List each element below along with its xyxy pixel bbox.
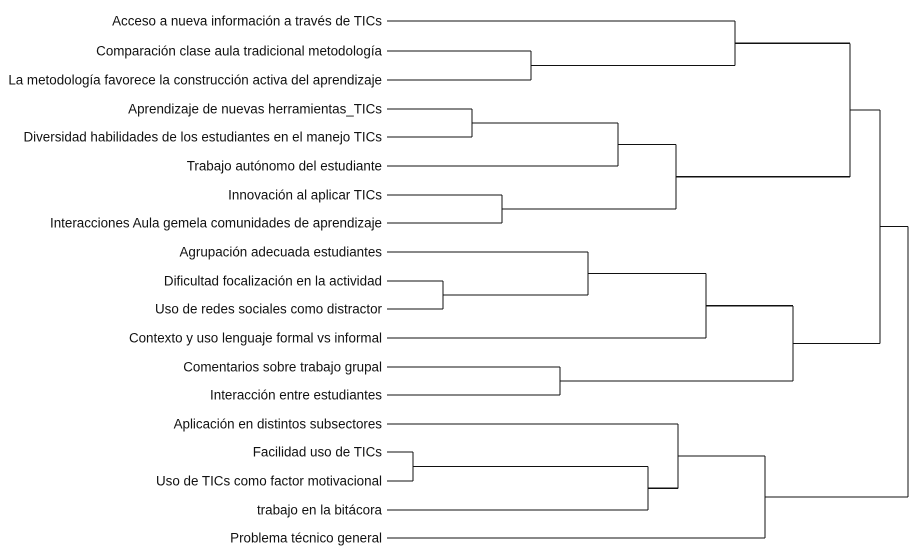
leaf-label: Uso de redes sociales como distractor [155, 301, 382, 317]
leaf-label: Comparación clase aula tradicional metodología [96, 43, 382, 59]
leaf-label: Diversidad habilidades de los estudiantes en el manejo TICs [23, 129, 382, 145]
leaf-labels [8, 14, 382, 546]
leaf-label: Dificultad focalización en la actividad [163, 273, 382, 289]
leaf-label: Interacciones Aula gemela comunidades de aprendizaje [49, 215, 382, 231]
leaf-label: Comentarios sobre trabajo grupal [183, 359, 382, 375]
leaf-label: trabajo en la bitácora [256, 502, 382, 518]
leaf-label: Contexto y uso lenguaje formal vs informal [128, 330, 382, 346]
leaf-label: Interacción entre estudiantes [210, 387, 382, 403]
leaf-label: Aplicación en distintos subsectores [173, 416, 382, 432]
leaf-label: Acceso a nueva información a través de TICs [112, 13, 382, 29]
dendrogram-links [387, 21, 908, 538]
leaf-label: La metodología favorece la construcción activa del aprendizaje [8, 72, 382, 88]
leaf-label: Problema técnico general [230, 530, 382, 546]
leaf-label: Facilidad uso de TICs [252, 444, 382, 460]
leaf-label: Uso de TICs como factor motivacional [156, 473, 382, 489]
leaf-label: Agrupación adecuada estudiantes [179, 244, 382, 260]
leaf-label: Aprendizaje de nuevas herramientas_TICs [128, 101, 382, 117]
leaf-label: Innovación al aplicar TICs [228, 187, 382, 203]
leaf-label: Trabajo autónomo del estudiante [186, 158, 382, 174]
